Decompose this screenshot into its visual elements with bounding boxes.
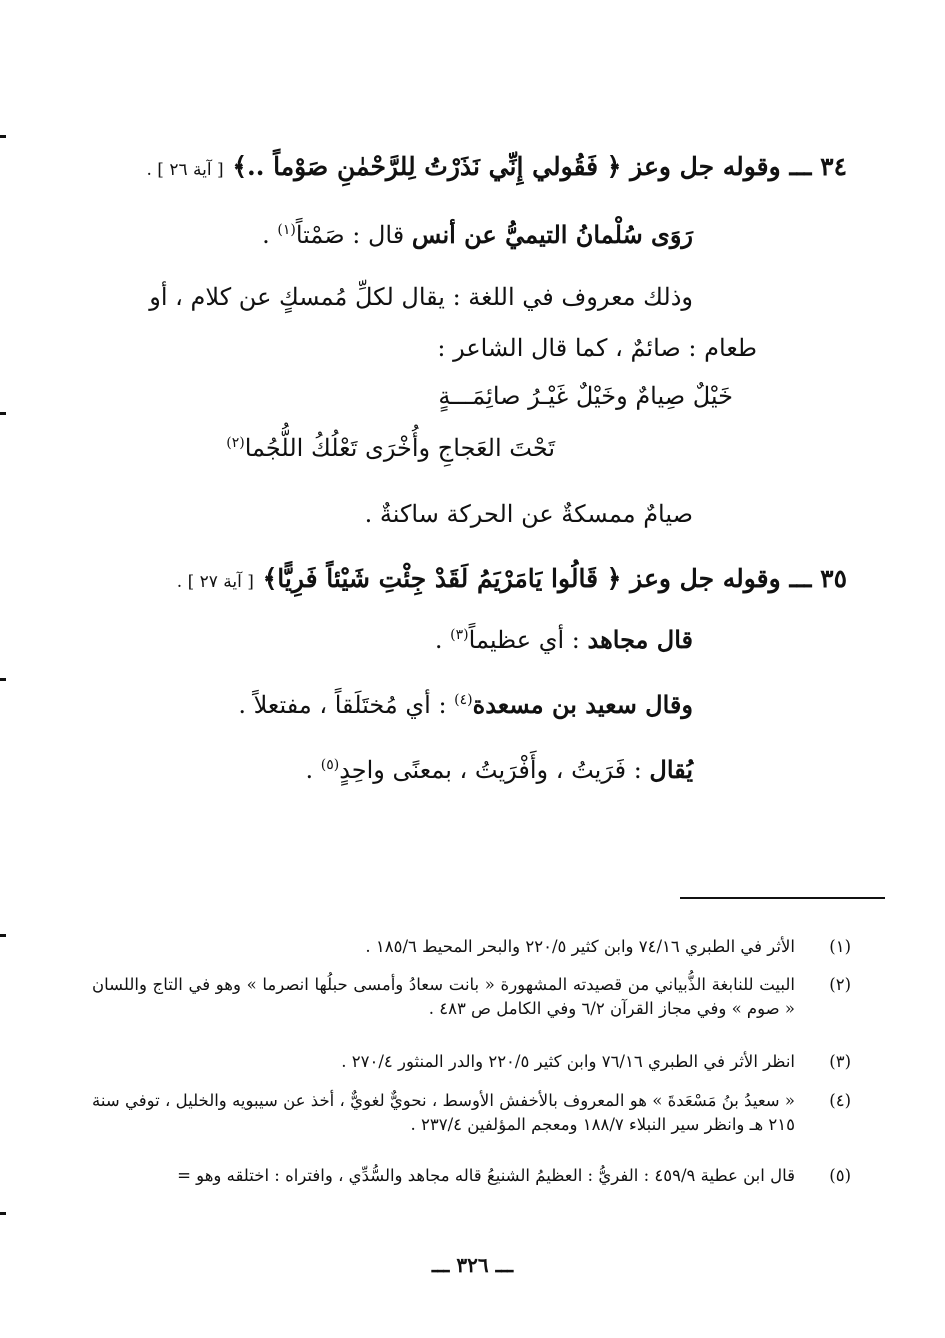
edge-mark — [0, 934, 6, 937]
footnote-5 — [92, 1164, 851, 1188]
edge-mark — [0, 135, 6, 138]
punctuation: . — [434, 626, 451, 654]
footnote-3 — [92, 1050, 851, 1074]
item-intro: وقوله جل وعز — [630, 564, 781, 593]
punctuation: . — [262, 221, 278, 249]
footnote-text: الأثر في الطبري ٧٤/١٦ وابن كثير ٢٢٠/٥ والبحر المحيط ١٨٥/٦ . — [365, 937, 795, 956]
item-dash: ـــ — [789, 152, 812, 181]
item-number: ٣٥ — [820, 564, 847, 593]
narrator-name: رَوَى سُلْمانُ التيميُّ عن أنس — [411, 220, 693, 249]
footnote-ref: (٣) — [450, 627, 469, 643]
footnote-text: البيت للنابغة الذُّبياني من قصيدته المشهورة « بانت سعادُ وأمسى حبلُها انصرما » وهو في التاج واللسان « صوم » وفي مجاز القرآن ٦/٢ وفي الكامل ص ٤٨٣ . — [92, 975, 795, 1018]
explanation-line-2: طعام : صائمٌ ، كما قال الشاعر : — [437, 334, 757, 362]
quran-verse: ﴿ فَقُولي إِنِّي نَذَرْتُ لِلرَّحْمٰنِ صَوْماً ..﴾ — [232, 152, 622, 181]
verse-reference: [ آية ٢٦ ] . — [146, 160, 224, 180]
poem-second-hemistich-line — [226, 434, 555, 462]
speaker-name: وقال سعيد بن مسعدة — [472, 690, 693, 719]
footnote-ref: (١) — [277, 222, 296, 238]
narration-line — [262, 220, 693, 249]
item-number: ٣٤ — [820, 152, 847, 181]
footnote-number: (١) — [829, 937, 851, 956]
poem-explanation: صيامٌ ممسكةٌ عن الحركة ساكنةٌ . — [364, 500, 693, 528]
footnote-number: (٢) — [829, 975, 851, 994]
speaker-name: قال مجاهد — [587, 625, 693, 654]
quote-text: : أي عظيماً — [468, 626, 588, 654]
footnote-ref: (٢) — [226, 435, 245, 451]
item-34-heading — [147, 152, 848, 181]
yuqal-line — [305, 755, 693, 784]
footnote-ref: (٤) — [454, 692, 473, 708]
footnote-ref: (٥) — [320, 757, 340, 773]
quote-text: : أي مُختَلَقاً ، مفتعلاً . — [238, 691, 455, 719]
edge-mark — [0, 678, 6, 681]
punctuation: . — [305, 756, 321, 784]
footnote-text: قال ابن عطية ٤٥٩/٩ : الفريُّ : العظيمُ الشنيعُ قاله مجاهد والسُّدِّي ، وافتراه : اختلقه وهو = — [177, 1166, 795, 1185]
item-35-heading — [177, 564, 847, 593]
saeed-line — [238, 690, 693, 719]
footnote-separator — [680, 897, 885, 899]
footnote-2 — [92, 973, 851, 1021]
explanation-line-1: وذلك معروف في اللغة : يقال لكلِّ مُمسكٍ عن كلام ، أو — [149, 283, 693, 311]
edge-mark — [0, 412, 6, 415]
footnote-4 — [92, 1089, 851, 1137]
poem-first-hemistich: خَيْلٌ صِيامٌ وخَيْلٌ غَيْـرُ صائِمَـــةٍ — [438, 382, 733, 410]
footnote-text: « سعيدُ بنُ مَسْعَدةَ » هو المعروف بالأخفش الأوسط ، نحويٌّ لغويٌّ ، أخذ عن سيبويه والخليل ، توفي سنة ٢١٥ هـ وانظر سير النبلاء ١٨٨/٧ ومعجم المؤلفين ٢٣٧/٤ . — [92, 1091, 795, 1134]
quote-text: : فَرَيتُ ، وأَفْرَيتُ ، بمعنًى واحِدٍ — [339, 756, 650, 784]
poem-second-hemistich: تَحْتَ العَجاجِ وأُخْرَى تَعْلُكُ اللُّجُما — [244, 434, 555, 462]
footnote-1 — [92, 935, 851, 959]
mujahid-line — [435, 625, 693, 654]
narration-text: قال : صَمْتاً — [295, 221, 405, 249]
footnote-number: (٣) — [829, 1052, 851, 1071]
page-number: ـــ ٣٢٦ ـــ — [431, 1253, 514, 1277]
item-dash: ـــ — [789, 564, 812, 593]
edge-mark — [0, 1212, 6, 1215]
footnote-number: (٥) — [829, 1166, 851, 1185]
quran-verse: ﴿ قَالُوا يَامَرْيَمُ لَقَدْ جِئْتِ شَيْئاً فَرِيًّا﴾ — [262, 564, 622, 593]
footnote-text: انظر الأثر في الطبري ٧٦/١٦ وابن كثير ٢٢٠/٥ والدر المنثور ٢٧٠/٤ . — [341, 1052, 795, 1071]
footnote-number: (٤) — [829, 1091, 851, 1110]
item-intro: وقوله جل وعز — [630, 152, 781, 181]
verse-reference: [ آية ٢٧ ] . — [176, 572, 254, 592]
speaker-name: يُقال — [649, 755, 693, 784]
